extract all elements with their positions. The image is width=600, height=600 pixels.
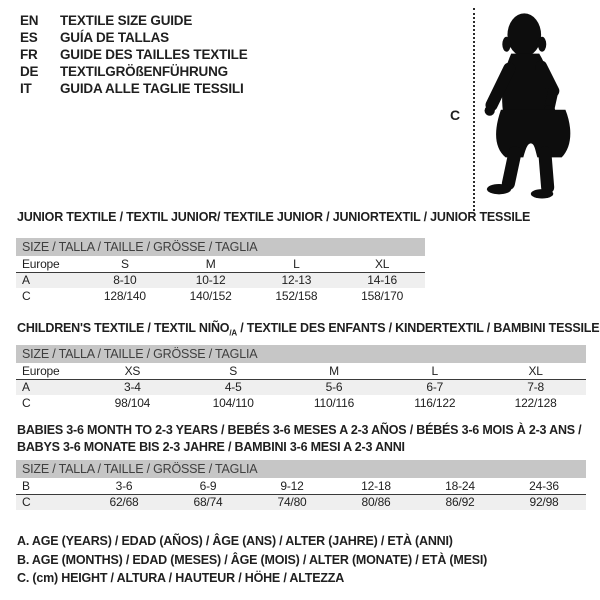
size-cell: 12-13 xyxy=(281,273,312,288)
size-cell: 3-6 xyxy=(82,478,166,494)
children-size-table xyxy=(16,345,586,411)
size-cell: 8-10 xyxy=(113,273,137,288)
language-code: DE xyxy=(20,64,39,79)
size-cell: 5-6 xyxy=(325,380,343,395)
size-cell: 9-12 xyxy=(250,478,334,494)
size-cell: S xyxy=(183,363,284,379)
size-cell: 12-18 xyxy=(334,478,418,494)
size-cell: XL xyxy=(485,363,586,379)
table-row xyxy=(16,379,586,395)
size-cell: 116/122 xyxy=(414,396,456,410)
language-code: EN xyxy=(20,13,39,28)
size-cell: XS xyxy=(82,363,183,379)
size-header-bar: SIZE / TALLA / TAILLE / GRÖSSE / TAGLIA xyxy=(16,238,425,256)
title-subscript: /A xyxy=(229,328,237,338)
legend-line-c: C. (cm) HEIGHT / ALTURA / HAUTEUR / HÖHE / ALTEZZA xyxy=(17,571,345,585)
row-label: A xyxy=(22,273,30,288)
size-cell: M xyxy=(284,363,385,379)
size-cell: L xyxy=(254,256,340,272)
size-cell: 62/68 xyxy=(109,495,139,510)
height-measure-label: C xyxy=(450,107,460,123)
size-cell: 4-5 xyxy=(224,380,242,395)
table-row xyxy=(16,256,425,272)
size-cell: 24-36 xyxy=(502,478,586,494)
babies-size-table xyxy=(16,460,586,510)
size-cell: 86/92 xyxy=(445,495,475,510)
size-cell: 6-7 xyxy=(426,380,444,395)
section-title-children xyxy=(17,321,599,338)
size-cell: 122/128 xyxy=(514,396,557,410)
legend-line-a: A. AGE (YEARS) / EDAD (AÑOS) / ÂGE (ANS) / ALTER (JAHRE) / ETÀ (ANNI) xyxy=(17,534,453,548)
size-cell: M xyxy=(168,256,254,272)
size-header-bar: SIZE / TALLA / TAILLE / GRÖSSE / TAGLIA xyxy=(16,460,586,478)
language-code: ES xyxy=(20,30,38,45)
size-cell: 74/80 xyxy=(277,495,307,510)
size-cell: 68/74 xyxy=(193,495,223,510)
size-cell: 3-4 xyxy=(124,380,141,395)
size-cell: S xyxy=(82,256,168,272)
language-label: TEXTILE SIZE GUIDE xyxy=(60,13,193,28)
size-cell: 6-9 xyxy=(166,478,250,494)
size-cell: 110/116 xyxy=(313,396,355,410)
row-label: C xyxy=(22,495,31,510)
size-cell: 140/152 xyxy=(189,289,232,303)
size-cell: 98/104 xyxy=(114,396,151,410)
title-part: / TEXTILE DES ENFANTS / KINDERTEXTIL / BAMBINI TESSILE xyxy=(236,321,600,335)
row-label: C xyxy=(22,396,31,410)
section-title-junior: JUNIOR TEXTILE / TEXTIL JUNIOR/ TEXTILE JUNIOR / JUNIORTEXTIL / JUNIOR TESSILE xyxy=(17,210,531,224)
title-line-1: BABIES 3-6 MONTH TO 2-3 YEARS / BEBÉS 3-6 MESES A 2-3 AÑOS / BÉBÉS 3-6 MOIS À 2-3 ANS / xyxy=(17,423,582,437)
size-cell: 104/110 xyxy=(212,396,254,410)
size-cell: 14-16 xyxy=(367,273,397,288)
row-label: Europe xyxy=(16,363,82,379)
language-label: TEXTILGRÖßENFÜHRUNG xyxy=(60,64,228,79)
table-row xyxy=(16,494,586,510)
language-row-en xyxy=(20,12,248,29)
size-cell: 158/170 xyxy=(361,289,404,303)
title-line-2: BABYS 3-6 MONATE BIS 2-3 JAHRE / BAMBINI 3-6 MESI A 2-3 ANNI xyxy=(17,440,405,454)
language-code: FR xyxy=(20,47,38,62)
table-row xyxy=(16,288,425,304)
section-title-babies xyxy=(17,422,581,456)
language-row-de xyxy=(20,63,248,80)
language-code: IT xyxy=(20,81,32,96)
height-dotted-line xyxy=(473,8,475,211)
language-row-it xyxy=(20,80,248,97)
table-row xyxy=(16,478,586,494)
row-label: B xyxy=(16,478,82,494)
size-cell: 7-8 xyxy=(527,380,544,395)
language-row-fr xyxy=(20,46,248,63)
language-label: GUÍA DE TALLAS xyxy=(60,30,169,45)
size-cell: XL xyxy=(339,256,425,272)
legend-line-b: B. AGE (MONTHS) / EDAD (MESES) / ÂGE (MOIS) / ALTER (MONATE) / ETÀ (MESI) xyxy=(17,552,488,567)
size-cell: 10-12 xyxy=(195,273,226,288)
row-label: C xyxy=(22,289,31,303)
size-table xyxy=(16,256,425,304)
size-header-bar: SIZE / TALLA / TAILLE / GRÖSSE / TAGLIA xyxy=(16,345,586,363)
size-cell: 128/140 xyxy=(103,289,146,303)
size-table xyxy=(16,478,586,510)
language-label: GUIDA ALLE TAGLIE TESSILI xyxy=(60,81,244,96)
table-row xyxy=(16,272,425,288)
toddler-silhouette-icon xyxy=(479,5,592,206)
size-cell: 92/98 xyxy=(529,495,559,510)
junior-size-table xyxy=(16,238,425,304)
language-list xyxy=(20,12,248,97)
title-part: CHILDREN'S TEXTILE / TEXTIL NIÑO xyxy=(17,321,230,335)
row-label: Europe xyxy=(16,256,82,272)
size-table xyxy=(16,363,586,411)
size-cell: L xyxy=(384,363,485,379)
table-row xyxy=(16,395,586,411)
language-label: GUIDE DES TAILLES TEXTILE xyxy=(60,47,248,62)
language-row-es xyxy=(20,29,248,46)
size-cell: 152/158 xyxy=(275,289,318,303)
table-row xyxy=(16,363,586,379)
size-cell: 18-24 xyxy=(418,478,502,494)
size-cell: 80/86 xyxy=(361,495,391,510)
measure-legend xyxy=(17,532,487,588)
row-label: A xyxy=(22,380,30,395)
